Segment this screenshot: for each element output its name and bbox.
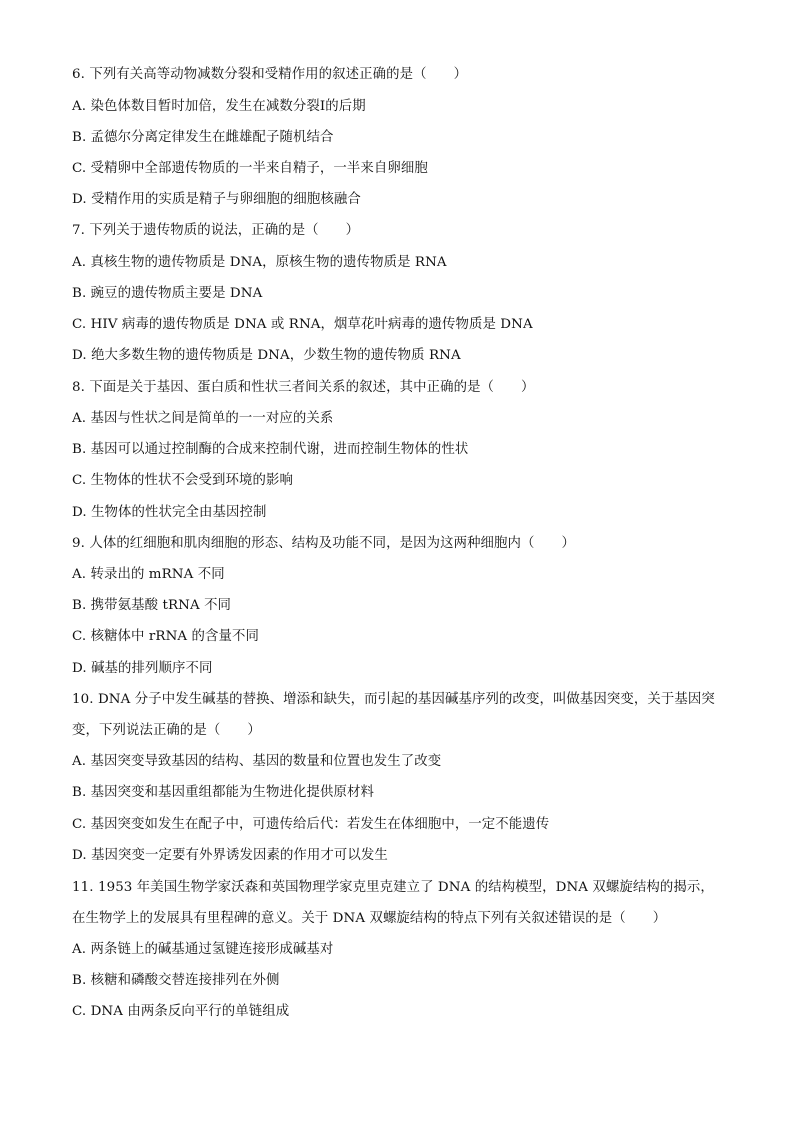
question-8-option-a: A. 基因与性状之间是简单的一一对应的关系 [72,411,334,426]
question-10-option-b: B. 基因突变和基因重组都能为生物进化提供原材料 [72,785,374,800]
question-6-option-d: D. 受精作用的实质是精子与卵细胞的细胞核融合 [72,192,361,207]
question-9-option-b: B. 携带氨基酸 tRNA 不同 [72,598,232,613]
question-11-option-b: B. 核糖和磷酸交替连接排列在外侧 [72,973,280,988]
question-11-option-a: A. 两条链上的碱基通过氢键连接形成碱基对 [72,942,334,957]
question-9-option-d: D. 碱基的排列顺序不同 [72,661,213,676]
question-7-stem: 7. 下列关于遗传物质的说法，正确的是（ ） [72,223,360,238]
question-7-option-c: C. HIV 病毒的遗传物质是 DNA 或 RNA，烟草花叶病毒的遗传物质是 DNA [72,317,533,332]
question-10-option-a: A. 基因突变导致基因的结构、基因的数量和位置也发生了改变 [72,754,442,769]
question-8-option-b: B. 基因可以通过控制酶的合成来控制代谢，进而控制生物体的性状 [72,442,469,457]
question-7-option-b: B. 豌豆的遗传物质主要是 DNA [72,286,263,301]
question-11-stem: 11. 1953 年美国生物学家沃森和英国物理学家克里克建立了 DNA 的结构模型，DNA 双螺旋结构的揭示，在生物学上的发展具有里程碑的意义。关于 DNA 双螺旋结构的特点下列有关叙述错误的是（ ） [72,880,714,926]
question-6-option-b: B. 孟德尔分离定律发生在雌雄配子随机结合 [72,130,334,145]
question-9-option-c: C. 核糖体中 rRNA 的含量不同 [72,629,259,644]
question-7-option-d: D. 绝大多数生物的遗传物质是 DNA，少数生物的遗传物质 RNA [72,348,461,363]
question-10-option-c: C. 基因突变如发生在配子中，可遗传给后代：若发生在体细胞中，一定不能遗传 [72,817,550,832]
question-6-stem: 6. 下列有关高等动物减数分裂和受精作用的叙述正确的是（ ） [72,67,468,82]
question-6-option-c: C. 受精卵中全部遗传物质的一半来自精子，一半来自卵细胞 [72,161,428,176]
question-9-option-a: A. 转录出的 mRNA 不同 [72,567,225,582]
question-9-stem: 9. 人体的红细胞和肌肉细胞的形态、结构及功能不同，是因为这两种细胞内（ ） [72,536,575,551]
question-10-option-d: D. 基因突变一定要有外界诱发因素的作用才可以发生 [72,848,388,863]
question-11-option-c: C. DNA 由两条反向平行的单链组成 [72,1004,290,1019]
question-10-stem: 10. DNA 分子中发生碱基的替换、增添和缺失，而引起的基因碱基序列的改变，叫做基因突变，关于基因突变，下列说法正确的是（ ） [72,692,715,738]
question-8-option-d: D. 生物体的性状完全由基因控制 [72,505,267,520]
question-7-option-a: A. 真核生物的遗传物质是 DNA，原核生物的遗传物质是 RNA [72,255,447,270]
question-8-stem: 8. 下面是关于基因、蛋白质和性状三者间关系的叙述，其中正确的是（ ） [72,380,535,395]
question-8-option-c: C. 生物体的性状不会受到环境的影响 [72,473,293,488]
question-6-option-a: A. 染色体数目暂时加倍，发生在减数分裂Ⅰ的后期 [72,99,366,114]
